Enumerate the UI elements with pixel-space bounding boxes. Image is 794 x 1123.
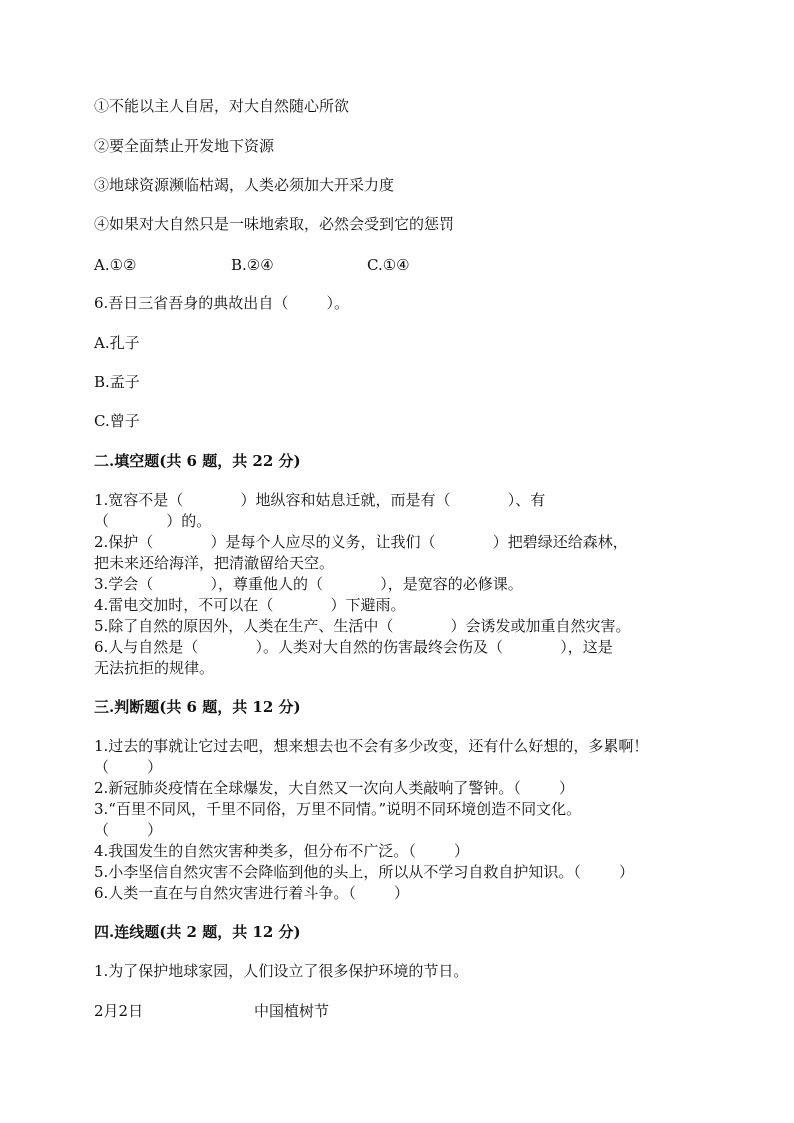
q6-option-c: C.曾子	[94, 412, 140, 430]
judge-line: 6.人类一直在与自然灾害进行着斗争。（ ）	[94, 884, 409, 902]
judge-line: 1.过去的事就让它过去吧，想来想去也不会有多少改变，还有什么好想的，多累啊！	[94, 737, 649, 755]
q6-option-a: A.孔子	[94, 334, 140, 352]
option-b: B.②④	[231, 256, 274, 274]
section-4-title: 四.连线题(共 2 题，共 12 分)	[94, 923, 301, 941]
judge-line: 4.我国发生的自然灾害种类多，但分布不广泛。（ ）	[94, 842, 469, 860]
fill-line: 5.除了自然的原因外，人类在生产、生活中（ ）会诱发或加重自然灾害。	[94, 617, 631, 635]
judge-line: 5.小李坚信自然灾害不会降临到他的头上，所以从不学习自救自护知识。（ ）	[94, 863, 634, 881]
option-c: C.①④	[367, 256, 410, 274]
option-a: A.①②	[94, 256, 137, 274]
question-6: 6.吾日三省吾身的典故出自（ ）。	[94, 294, 349, 312]
matching-question: 1.为了保护地球家园，人们设立了很多保护环境的节日。	[94, 962, 469, 980]
fill-line: 1.宽容不是（ ）地纵容和姑息迁就，而是有（ ）、有	[94, 491, 546, 509]
statement-1: ①不能以主人自居，对大自然随心所欲	[94, 97, 350, 115]
fill-line: 3.学会（ ），尊重他人的（ ），是宽容的必修课。	[94, 575, 523, 593]
match-left-item: 2月2日	[94, 1002, 144, 1020]
fill-line: 6.人与自然是（ ）。人类对大自然的伤害最终会伤及（ ），这是	[94, 638, 613, 656]
statement-2: ②要全面禁止开发地下资源	[94, 137, 275, 155]
statement-3: ③地球资源濒临枯竭，人类必须加大开采力度	[94, 176, 395, 194]
judge-line: （ ）	[94, 758, 163, 776]
judge-line: （ ）	[94, 821, 163, 839]
q6-option-b: B.孟子	[94, 373, 140, 391]
fill-line: 把未来还给海洋，把清澈留给天空。	[94, 554, 335, 572]
fill-line: （ ）的。	[94, 512, 212, 530]
judge-line: 2.新冠肺炎疫情在全球爆发，大自然又一次向人类敲响了警钟。（ ）	[94, 779, 574, 797]
section-2-title: 二.填空题(共 6 题，共 22 分)	[94, 452, 301, 470]
section-3-title: 三.判断题(共 6 题，共 12 分)	[94, 698, 301, 716]
fill-line: 无法抗拒的规律。	[94, 659, 215, 677]
fill-line: 2.保护（ ）是每个人应尽的义务，让我们（ ）把碧绿还给森林，	[94, 533, 628, 551]
statement-4: ④如果对大自然只是一味地索取，必然会受到它的惩罚	[94, 215, 455, 233]
match-right-item: 中国植树节	[254, 1002, 330, 1020]
judge-line: 3.“百里不同风，千里不同俗，万里不同情。”说明不同环境创造不同文化。	[94, 800, 582, 818]
fill-line: 4.雷电交加时，不可以在（ ）下避雨。	[94, 596, 406, 614]
